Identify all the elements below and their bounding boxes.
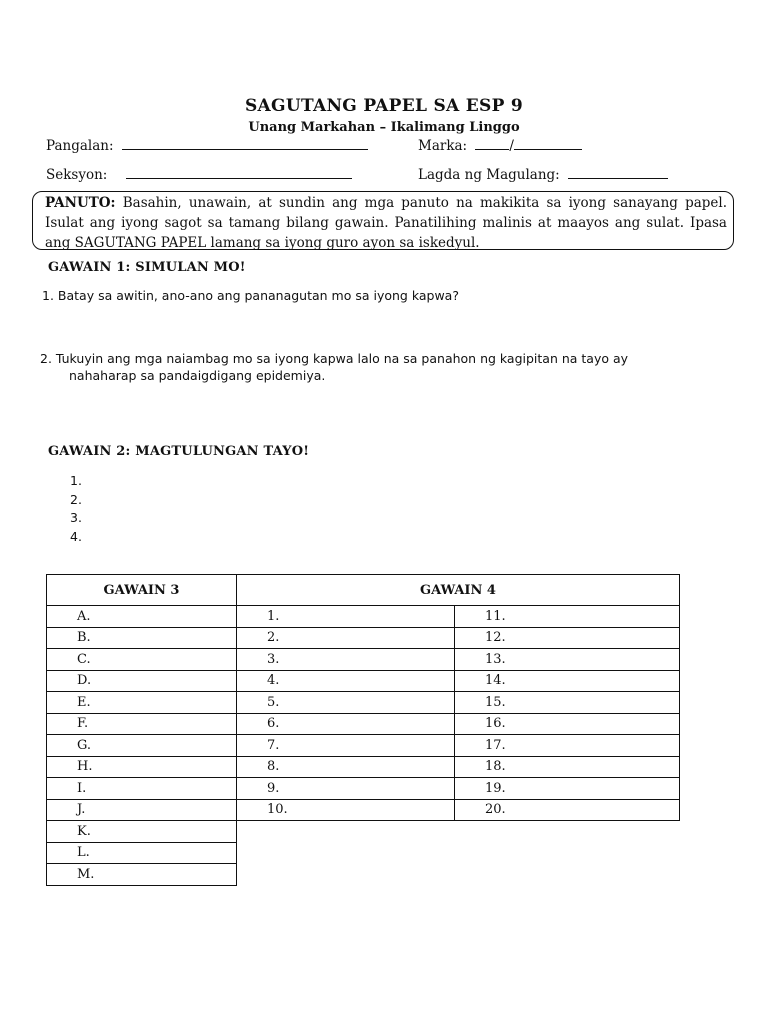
seksyon-field	[46, 166, 352, 183]
table-empty-space	[237, 821, 680, 843]
panuto-text: Basahin, unawain, at sundin ang mga panuto na makikita sa iyong sanayang papel. Isulat ang iyong sagot sa tamang bilang gawain. Panatilihing malinis at maayos ang sulat. Ipasa ang SAGUTANG PAPEL lamang sa iyong guro ayon sa iskedyul.	[45, 195, 727, 251]
gawain4-cell-left[interactable]: 1.	[237, 606, 455, 628]
gawain4-cell-right[interactable]: 14.	[455, 670, 680, 692]
gawain2-item: 4.	[70, 528, 82, 544]
table-row	[47, 649, 680, 671]
table-row	[47, 842, 680, 864]
gawain4-cell-left[interactable]: 10.	[237, 799, 455, 821]
page-title: SAGUTANG PAPEL SA ESP 9	[244, 96, 524, 116]
answer-table-body	[47, 606, 680, 886]
gawain2-item: 1.	[70, 473, 82, 488]
table-row	[47, 735, 680, 757]
panuto-box	[32, 191, 734, 250]
table-row	[47, 821, 680, 843]
gawain4-cell-left[interactable]: 8.	[237, 756, 455, 778]
gawain2-heading: GAWAIN 2: MAGTULUNGAN TAYO!	[48, 444, 310, 459]
gawain2-item: 2.	[70, 491, 82, 507]
table-row	[47, 778, 680, 800]
gawain3-cell[interactable]: A.	[47, 606, 237, 628]
gawain1-question-2-line2: nahaharap sa pandaigdigang epidemiya.	[69, 368, 326, 383]
page-subtitle: Unang Markahan – Ikalimang Linggo	[248, 120, 520, 135]
gawain1-question-1: 1. Batay sa awitin, ano-ano ang pananagutan mo sa iyong kapwa?	[42, 288, 459, 303]
seksyon-label: Seksyon:	[46, 167, 108, 183]
gawain3-cell[interactable]: F.	[47, 713, 237, 735]
gawain3-cell[interactable]: M.	[47, 864, 237, 886]
table-empty-space	[237, 864, 680, 886]
table-row	[47, 692, 680, 714]
table-row	[47, 756, 680, 778]
gawain4-cell-left[interactable]: 4.	[237, 670, 455, 692]
table-header-row	[47, 575, 680, 606]
marka-total-line[interactable]	[514, 137, 582, 150]
gawain3-cell[interactable]: G.	[47, 735, 237, 757]
gawain3-cell[interactable]: B.	[47, 627, 237, 649]
marka-score-line[interactable]	[475, 137, 509, 150]
pangalan-label: Pangalan:	[46, 138, 114, 154]
gawain4-cell-right[interactable]: 12.	[455, 627, 680, 649]
pangalan-line[interactable]	[122, 137, 368, 150]
gawain4-cell-right[interactable]: 20.	[455, 799, 680, 821]
gawain4-cell-left[interactable]: 7.	[237, 735, 455, 757]
gawain4-cell-right[interactable]: 17.	[455, 735, 680, 757]
table-row	[47, 670, 680, 692]
lagda-label: Lagda ng Magulang:	[418, 167, 560, 183]
panuto-label: PANUTO:	[45, 195, 116, 211]
gawain4-cell-right[interactable]: 11.	[455, 606, 680, 628]
gawain4-cell-left[interactable]: 6.	[237, 713, 455, 735]
table-row	[47, 864, 680, 886]
gawain2-list	[70, 472, 82, 546]
gawain4-cell-right[interactable]: 19.	[455, 778, 680, 800]
gawain3-cell[interactable]: E.	[47, 692, 237, 714]
gawain3-cell[interactable]: J.	[47, 799, 237, 821]
gawain3-cell[interactable]: I.	[47, 778, 237, 800]
gawain3-cell[interactable]: D.	[47, 670, 237, 692]
table-row	[47, 799, 680, 821]
gawain1-question-2-line1: 2. Tukuyin ang mga naiambag mo sa iyong kapwa lalo na sa panahon ng kagipitan na tayo ay	[40, 351, 629, 366]
lagda-line[interactable]	[568, 166, 668, 179]
gawain4-cell-left[interactable]: 9.	[237, 778, 455, 800]
gawain1-heading: GAWAIN 1: SIMULAN MO!	[48, 260, 246, 275]
pangalan-field	[46, 137, 368, 154]
gawain3-cell[interactable]: L.	[47, 842, 237, 864]
seksyon-line[interactable]	[126, 166, 352, 179]
marka-field	[418, 137, 582, 154]
table-row	[47, 606, 680, 628]
table-row	[47, 627, 680, 649]
marka-separator: /	[509, 138, 514, 154]
table-empty-space	[237, 842, 680, 864]
gawain4-cell-right[interactable]: 18.	[455, 756, 680, 778]
gawain4-cell-left[interactable]: 2.	[237, 627, 455, 649]
gawain3-cell[interactable]: H.	[47, 756, 237, 778]
gawain4-cell-right[interactable]: 16.	[455, 713, 680, 735]
gawain3-cell[interactable]: K.	[47, 821, 237, 843]
gawain4-cell-right[interactable]: 13.	[455, 649, 680, 671]
lagda-field	[418, 166, 668, 183]
gawain4-cell-left[interactable]: 5.	[237, 692, 455, 714]
gawain4-cell-right[interactable]: 15.	[455, 692, 680, 714]
gawain3-header: GAWAIN 3	[47, 575, 237, 606]
gawain4-cell-left[interactable]: 3.	[237, 649, 455, 671]
marka-label: Marka:	[418, 138, 468, 154]
gawain2-item: 3.	[70, 510, 82, 525]
gawain4-header: GAWAIN 4	[237, 575, 680, 606]
gawain3-cell[interactable]: C.	[47, 649, 237, 671]
answer-table	[46, 574, 680, 886]
table-row	[47, 713, 680, 735]
